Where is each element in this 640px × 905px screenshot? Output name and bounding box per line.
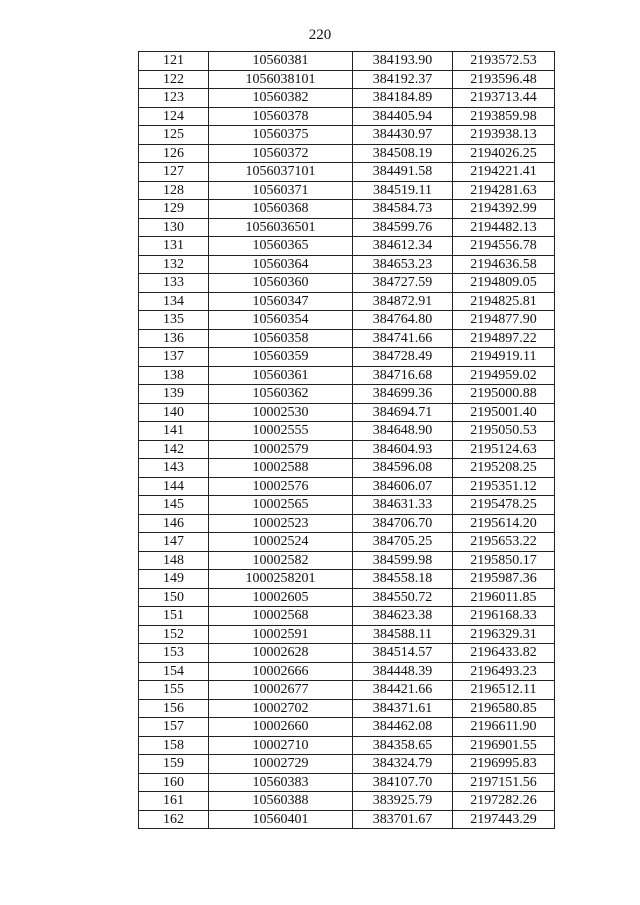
x-coordinate-cell: 383701.67 — [353, 810, 453, 829]
row-number-cell: 152 — [139, 625, 209, 644]
y-coordinate-cell: 2194281.63 — [453, 181, 555, 200]
row-number-cell: 130 — [139, 218, 209, 237]
point-id-cell: 10560382 — [209, 89, 353, 108]
point-id-cell: 10560381 — [209, 52, 353, 71]
x-coordinate-cell: 384604.93 — [353, 440, 453, 459]
y-coordinate-cell: 2193859.98 — [453, 107, 555, 126]
x-coordinate-cell: 384596.08 — [353, 459, 453, 478]
point-id-cell: 10560368 — [209, 200, 353, 219]
x-coordinate-cell: 384448.39 — [353, 662, 453, 681]
x-coordinate-cell: 384599.98 — [353, 551, 453, 570]
point-id-cell: 10002565 — [209, 496, 353, 515]
x-coordinate-cell: 384550.72 — [353, 588, 453, 607]
point-id-cell: 10002628 — [209, 644, 353, 663]
point-id-cell: 10002666 — [209, 662, 353, 681]
y-coordinate-cell: 2194825.81 — [453, 292, 555, 311]
x-coordinate-cell: 384491.58 — [353, 163, 453, 182]
point-id-cell: 10560359 — [209, 348, 353, 367]
y-coordinate-cell: 2196901.55 — [453, 736, 555, 755]
point-id-cell: 10002660 — [209, 718, 353, 737]
y-coordinate-cell: 2195000.88 — [453, 385, 555, 404]
row-number-cell: 155 — [139, 681, 209, 700]
row-number-cell: 144 — [139, 477, 209, 496]
coordinates-table-body — [139, 52, 555, 829]
y-coordinate-cell: 2195478.25 — [453, 496, 555, 515]
table-row — [139, 255, 555, 274]
point-id-cell: 10560375 — [209, 126, 353, 145]
x-coordinate-cell: 384741.66 — [353, 329, 453, 348]
point-id-cell: 10560358 — [209, 329, 353, 348]
point-id-cell: 10560364 — [209, 255, 353, 274]
x-coordinate-cell: 384324.79 — [353, 755, 453, 774]
table-row — [139, 718, 555, 737]
x-coordinate-cell: 384193.90 — [353, 52, 453, 71]
y-coordinate-cell: 2195614.20 — [453, 514, 555, 533]
point-id-cell: 10560354 — [209, 311, 353, 330]
x-coordinate-cell: 384508.19 — [353, 144, 453, 163]
table-row — [139, 736, 555, 755]
x-coordinate-cell: 384727.59 — [353, 274, 453, 293]
row-number-cell: 147 — [139, 533, 209, 552]
point-id-cell: 10560401 — [209, 810, 353, 829]
point-id-cell: 10560388 — [209, 792, 353, 811]
x-coordinate-cell: 384184.89 — [353, 89, 453, 108]
table-row — [139, 551, 555, 570]
point-id-cell: 1056036501 — [209, 218, 353, 237]
row-number-cell: 124 — [139, 107, 209, 126]
row-number-cell: 134 — [139, 292, 209, 311]
table-row — [139, 181, 555, 200]
x-coordinate-cell: 383925.79 — [353, 792, 453, 811]
y-coordinate-cell: 2197151.56 — [453, 773, 555, 792]
x-coordinate-cell: 384588.11 — [353, 625, 453, 644]
y-coordinate-cell: 2195653.22 — [453, 533, 555, 552]
row-number-cell: 149 — [139, 570, 209, 589]
y-coordinate-cell: 2196580.85 — [453, 699, 555, 718]
table-row — [139, 514, 555, 533]
point-id-cell: 10002677 — [209, 681, 353, 700]
y-coordinate-cell: 2194959.02 — [453, 366, 555, 385]
table-row — [139, 144, 555, 163]
table-row — [139, 496, 555, 515]
y-coordinate-cell: 2195987.36 — [453, 570, 555, 589]
point-id-cell: 10560383 — [209, 773, 353, 792]
y-coordinate-cell: 2194897.22 — [453, 329, 555, 348]
row-number-cell: 125 — [139, 126, 209, 145]
row-number-cell: 127 — [139, 163, 209, 182]
table-row — [139, 107, 555, 126]
x-coordinate-cell: 384107.70 — [353, 773, 453, 792]
row-number-cell: 161 — [139, 792, 209, 811]
row-number-cell: 154 — [139, 662, 209, 681]
y-coordinate-cell: 2194556.78 — [453, 237, 555, 256]
table-row — [139, 681, 555, 700]
table-row — [139, 274, 555, 293]
x-coordinate-cell: 384623.38 — [353, 607, 453, 626]
point-id-cell: 10560365 — [209, 237, 353, 256]
y-coordinate-cell: 2193713.44 — [453, 89, 555, 108]
x-coordinate-cell: 384405.94 — [353, 107, 453, 126]
table-row — [139, 126, 555, 145]
row-number-cell: 122 — [139, 70, 209, 89]
table-row — [139, 755, 555, 774]
table-row — [139, 422, 555, 441]
point-id-cell: 1056038101 — [209, 70, 353, 89]
row-number-cell: 146 — [139, 514, 209, 533]
y-coordinate-cell: 2196995.83 — [453, 755, 555, 774]
x-coordinate-cell: 384705.25 — [353, 533, 453, 552]
table-row — [139, 163, 555, 182]
point-id-cell: 10002523 — [209, 514, 353, 533]
table-row — [139, 477, 555, 496]
table-row — [139, 533, 555, 552]
y-coordinate-cell: 2196329.31 — [453, 625, 555, 644]
x-coordinate-cell: 384421.66 — [353, 681, 453, 700]
table-row — [139, 625, 555, 644]
row-number-cell: 157 — [139, 718, 209, 737]
y-coordinate-cell: 2194919.11 — [453, 348, 555, 367]
row-number-cell: 132 — [139, 255, 209, 274]
table-row — [139, 329, 555, 348]
row-number-cell: 153 — [139, 644, 209, 663]
y-coordinate-cell: 2196611.90 — [453, 718, 555, 737]
point-id-cell: 10560361 — [209, 366, 353, 385]
table-row — [139, 218, 555, 237]
row-number-cell: 142 — [139, 440, 209, 459]
x-coordinate-cell: 384764.80 — [353, 311, 453, 330]
x-coordinate-cell: 384430.97 — [353, 126, 453, 145]
x-coordinate-cell: 384716.68 — [353, 366, 453, 385]
point-id-cell: 10002579 — [209, 440, 353, 459]
y-coordinate-cell: 2194221.41 — [453, 163, 555, 182]
point-id-cell: 10002582 — [209, 551, 353, 570]
table-row — [139, 459, 555, 478]
table-row — [139, 570, 555, 589]
y-coordinate-cell: 2195001.40 — [453, 403, 555, 422]
y-coordinate-cell: 2196433.82 — [453, 644, 555, 663]
x-coordinate-cell: 384599.76 — [353, 218, 453, 237]
y-coordinate-cell: 2196512.11 — [453, 681, 555, 700]
point-id-cell: 10560371 — [209, 181, 353, 200]
row-number-cell: 158 — [139, 736, 209, 755]
row-number-cell: 128 — [139, 181, 209, 200]
y-coordinate-cell: 2194392.99 — [453, 200, 555, 219]
table-row — [139, 200, 555, 219]
table-row — [139, 440, 555, 459]
point-id-cell: 10002588 — [209, 459, 353, 478]
y-coordinate-cell: 2194636.58 — [453, 255, 555, 274]
row-number-cell: 148 — [139, 551, 209, 570]
point-id-cell: 10002729 — [209, 755, 353, 774]
point-id-cell: 10560372 — [209, 144, 353, 163]
row-number-cell: 140 — [139, 403, 209, 422]
table-row — [139, 366, 555, 385]
x-coordinate-cell: 384584.73 — [353, 200, 453, 219]
row-number-cell: 131 — [139, 237, 209, 256]
x-coordinate-cell: 384872.91 — [353, 292, 453, 311]
x-coordinate-cell: 384514.57 — [353, 644, 453, 663]
table-row — [139, 89, 555, 108]
y-coordinate-cell: 2195208.25 — [453, 459, 555, 478]
point-id-cell: 10560347 — [209, 292, 353, 311]
table-row — [139, 588, 555, 607]
row-number-cell: 133 — [139, 274, 209, 293]
x-coordinate-cell: 384653.23 — [353, 255, 453, 274]
point-id-cell: 10560360 — [209, 274, 353, 293]
x-coordinate-cell: 384699.36 — [353, 385, 453, 404]
y-coordinate-cell: 2196493.23 — [453, 662, 555, 681]
row-number-cell: 136 — [139, 329, 209, 348]
table-row — [139, 662, 555, 681]
x-coordinate-cell: 384694.71 — [353, 403, 453, 422]
table-row — [139, 792, 555, 811]
y-coordinate-cell: 2194026.25 — [453, 144, 555, 163]
table-row — [139, 52, 555, 71]
table-row — [139, 311, 555, 330]
table-row — [139, 385, 555, 404]
table-row — [139, 810, 555, 829]
table-row — [139, 644, 555, 663]
point-id-cell: 1056037101 — [209, 163, 353, 182]
point-id-cell: 1000258201 — [209, 570, 353, 589]
x-coordinate-cell: 384371.61 — [353, 699, 453, 718]
x-coordinate-cell: 384558.18 — [353, 570, 453, 589]
table-row — [139, 607, 555, 626]
row-number-cell: 143 — [139, 459, 209, 478]
row-number-cell: 123 — [139, 89, 209, 108]
row-number-cell: 141 — [139, 422, 209, 441]
x-coordinate-cell: 384706.70 — [353, 514, 453, 533]
point-id-cell: 10002576 — [209, 477, 353, 496]
point-id-cell: 10002524 — [209, 533, 353, 552]
table-row — [139, 773, 555, 792]
table-row — [139, 237, 555, 256]
x-coordinate-cell: 384648.90 — [353, 422, 453, 441]
point-id-cell: 10002702 — [209, 699, 353, 718]
y-coordinate-cell: 2196011.85 — [453, 588, 555, 607]
point-id-cell: 10002530 — [209, 403, 353, 422]
y-coordinate-cell: 2195050.53 — [453, 422, 555, 441]
y-coordinate-cell: 2197282.26 — [453, 792, 555, 811]
x-coordinate-cell: 384462.08 — [353, 718, 453, 737]
y-coordinate-cell: 2193596.48 — [453, 70, 555, 89]
page-number: 220 — [308, 27, 332, 43]
y-coordinate-cell: 2197443.29 — [453, 810, 555, 829]
y-coordinate-cell: 2194809.05 — [453, 274, 555, 293]
y-coordinate-cell: 2195124.63 — [453, 440, 555, 459]
point-id-cell: 10002568 — [209, 607, 353, 626]
row-number-cell: 137 — [139, 348, 209, 367]
point-id-cell: 10002555 — [209, 422, 353, 441]
y-coordinate-cell: 2193938.13 — [453, 126, 555, 145]
row-number-cell: 159 — [139, 755, 209, 774]
row-number-cell: 151 — [139, 607, 209, 626]
table-row — [139, 403, 555, 422]
row-number-cell: 135 — [139, 311, 209, 330]
x-coordinate-cell: 384358.65 — [353, 736, 453, 755]
row-number-cell: 129 — [139, 200, 209, 219]
point-id-cell: 10560378 — [209, 107, 353, 126]
table-row — [139, 292, 555, 311]
point-id-cell: 10002710 — [209, 736, 353, 755]
y-coordinate-cell: 2196168.33 — [453, 607, 555, 626]
row-number-cell: 156 — [139, 699, 209, 718]
y-coordinate-cell: 2194482.13 — [453, 218, 555, 237]
x-coordinate-cell: 384192.37 — [353, 70, 453, 89]
y-coordinate-cell: 2195850.17 — [453, 551, 555, 570]
row-number-cell: 139 — [139, 385, 209, 404]
row-number-cell: 150 — [139, 588, 209, 607]
row-number-cell: 160 — [139, 773, 209, 792]
table-row — [139, 70, 555, 89]
point-id-cell: 10002591 — [209, 625, 353, 644]
row-number-cell: 126 — [139, 144, 209, 163]
point-id-cell: 10560362 — [209, 385, 353, 404]
x-coordinate-cell: 384631.33 — [353, 496, 453, 515]
x-coordinate-cell: 384519.11 — [353, 181, 453, 200]
table-row — [139, 699, 555, 718]
coordinates-table — [138, 51, 555, 829]
y-coordinate-cell: 2194877.90 — [453, 311, 555, 330]
y-coordinate-cell: 2193572.53 — [453, 52, 555, 71]
row-number-cell: 121 — [139, 52, 209, 71]
row-number-cell: 138 — [139, 366, 209, 385]
x-coordinate-cell: 384612.34 — [353, 237, 453, 256]
x-coordinate-cell: 384606.07 — [353, 477, 453, 496]
y-coordinate-cell: 2195351.12 — [453, 477, 555, 496]
row-number-cell: 145 — [139, 496, 209, 515]
table-row — [139, 348, 555, 367]
point-id-cell: 10002605 — [209, 588, 353, 607]
x-coordinate-cell: 384728.49 — [353, 348, 453, 367]
row-number-cell: 162 — [139, 810, 209, 829]
